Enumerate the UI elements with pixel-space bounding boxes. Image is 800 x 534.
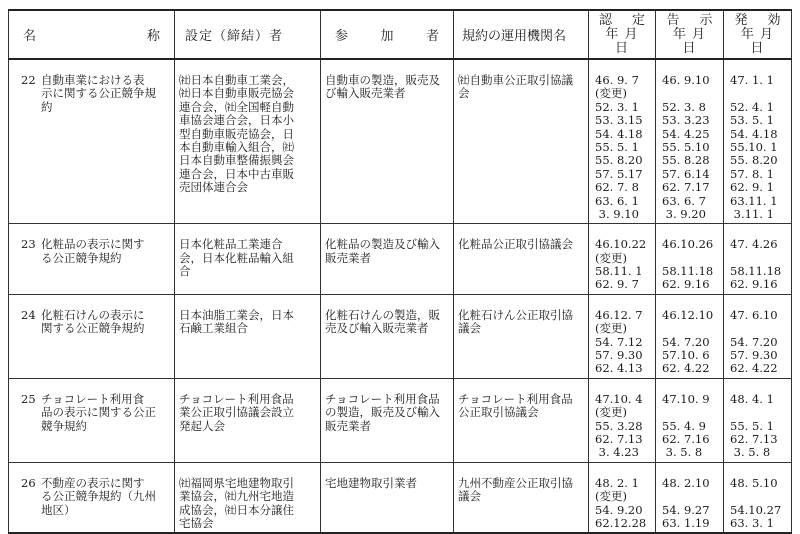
participants-text: 化粧石けんの製造，販 売及び輸入販売業者 — [325, 307, 440, 336]
effective-date-cell — [724, 59, 792, 224]
date-value: 48. 2.10 — [662, 475, 710, 490]
date-value: 53. 5. 1 — [730, 113, 774, 128]
date-value: 3. 9.20 — [662, 206, 706, 221]
date-value: 3. 5. 8 — [662, 445, 703, 460]
date-value: (変更) — [595, 321, 627, 336]
date-value: 57. 9.30 — [730, 348, 778, 363]
setter-text: ㈳福岡県宅地建物取引 業協会，㈳九州宅地造 成協会，㈳日本分譲住 宅協会 — [179, 475, 294, 531]
participants-cell — [321, 59, 454, 224]
date-value: 47.10. 9 — [662, 391, 710, 406]
date-value: 3.11. 1 — [730, 206, 774, 221]
row-number: 24 — [21, 307, 36, 322]
participants-text: 宅地建物取引業者 — [325, 475, 417, 490]
date-value: 62. 7.13 — [595, 431, 643, 446]
date-value: 52. 3. 1 — [595, 99, 639, 114]
date-value: (変更) — [595, 86, 627, 101]
date-value: 63. 6. 1 — [595, 193, 639, 208]
notified-date-cell — [656, 378, 724, 462]
table-row — [9, 462, 792, 533]
setter-text: ㈳日本自動車工業会， ㈳日本自動車販売協会 連合会，㈳全国軽自動 車協会連合会，日本小 型自動車販売協会，日 本自動車輸入組合，㈳ 日本自動車整備振興会 連合会，日本中古車販 売団体連合会 — [179, 73, 294, 195]
date-value: 55. 3.28 — [595, 418, 643, 433]
table-row — [9, 294, 792, 378]
operator-text: 化粧石けん公正取引協 議会 — [458, 307, 573, 336]
date-value: 62. 7. 8 — [595, 180, 639, 195]
row-number: 26 — [21, 475, 36, 490]
date-value: 58.11.18 — [730, 264, 782, 279]
date-value: 57.10. 6 — [662, 348, 710, 363]
effective-date-cell — [724, 378, 792, 462]
date-value: (変更) — [595, 489, 627, 504]
header-approved-date: 認 定 年 月 日 — [589, 10, 656, 59]
date-value: 55. 8.20 — [730, 153, 778, 168]
date-value: 63.11. 1 — [730, 193, 778, 208]
date-value — [662, 322, 720, 335]
date-value: 46. 9. 7 — [595, 73, 639, 87]
regulations-table — [8, 9, 792, 534]
effective-date-cell — [724, 224, 792, 295]
header-participants: 参 加 者 — [321, 10, 454, 59]
approved-date-cell — [589, 378, 656, 462]
date-value — [730, 87, 788, 100]
date-value — [730, 406, 788, 419]
approved-date-cell — [589, 224, 656, 295]
date-value: 47. 4.26 — [730, 237, 778, 252]
participants-text: チョコレート利用食品 の製造，販売及び輸入 販売業者 — [325, 391, 440, 433]
regulation-name-cell — [9, 462, 175, 533]
date-value: 58.11.18 — [662, 264, 714, 279]
participants-cell — [321, 294, 454, 378]
date-value: 47. 1. 1 — [730, 73, 774, 87]
table-row — [9, 378, 792, 462]
date-value: 57. 8. 1 — [730, 166, 774, 181]
date-value: 52. 3. 8 — [662, 99, 706, 114]
operator-cell — [454, 59, 589, 224]
date-value: 54. 9.20 — [595, 502, 643, 517]
date-value: 63. 6. 7 — [662, 193, 706, 208]
approved-date-cell — [589, 59, 656, 224]
regulation-name-cell — [9, 59, 175, 224]
date-value: 54.10.27 — [730, 502, 782, 517]
date-value: 62. 7.17 — [662, 180, 710, 195]
regulation-name: チョコレート利用食 品の表示に関する公正 競争規約 — [41, 391, 156, 433]
participants-text: 化粧品の製造及び輸入 販売業者 — [325, 237, 440, 265]
approved-date-cell — [589, 294, 656, 378]
operator-cell — [454, 294, 589, 378]
setter-text: 日本油脂工業会，日本 石鹸工業組合 — [179, 307, 294, 336]
date-value — [662, 87, 720, 100]
date-value: 47. 6.10 — [730, 307, 778, 322]
date-value: 48. 5.10 — [730, 475, 778, 490]
date-value: 54. 7.12 — [595, 334, 643, 349]
participants-cell — [321, 378, 454, 462]
header-setter: 設定（締結）者 — [175, 10, 321, 59]
notified-date-cell — [656, 59, 724, 224]
date-value — [730, 252, 788, 265]
approved-date-cell — [589, 462, 656, 533]
date-value: 3. 9.10 — [595, 206, 639, 221]
date-value: 57. 6.14 — [662, 166, 710, 181]
setter-cell — [175, 59, 321, 224]
date-value: 62. 4.22 — [730, 361, 778, 376]
date-value: 52. 4. 1 — [730, 99, 774, 114]
date-value: 55. 5. 1 — [595, 139, 639, 154]
date-value: 63. 3. 1 — [730, 515, 774, 530]
regulation-name-cell — [9, 378, 175, 462]
date-value: 58.11. 1 — [595, 264, 643, 279]
date-value: 62.12.28 — [595, 515, 647, 530]
date-value: 46. 9.10 — [662, 73, 710, 87]
date-value — [662, 490, 720, 503]
regulation-name: 自動車業における表 示に関する公正競争規 約 — [41, 73, 156, 114]
setter-text: 日本化粧品工業連合 会，日本化粧品輸入組 合 — [179, 237, 294, 279]
date-value: 55. 5.10 — [662, 139, 710, 154]
row-number: 23 — [21, 237, 36, 252]
effective-date-cell — [724, 294, 792, 378]
date-value: 46.10.26 — [662, 237, 714, 252]
regulation-name: 化粧石けんの表示に 関する公正競争規約 — [41, 307, 145, 336]
date-value: 54. 4.25 — [662, 126, 710, 141]
date-value: 63. 1.19 — [662, 515, 710, 530]
table-row — [9, 224, 792, 295]
date-value: 62. 9. 1 — [730, 180, 774, 195]
date-value: 46.12.10 — [662, 307, 714, 322]
date-value — [662, 406, 720, 419]
date-value: 55. 5. 1 — [730, 418, 774, 433]
date-value: 55. 4. 9 — [662, 418, 706, 433]
regulation-name-cell — [9, 294, 175, 378]
setter-cell — [175, 294, 321, 378]
date-value: 53. 3.15 — [595, 113, 643, 128]
table-row — [9, 59, 792, 224]
date-value: 54. 4.18 — [730, 126, 778, 141]
row-number: 25 — [21, 391, 36, 406]
date-value: 54. 9.27 — [662, 502, 710, 517]
notified-date-cell — [656, 294, 724, 378]
regulation-name: 化粧品の表示に関す る公正競争規約 — [41, 237, 145, 265]
date-value: 47.10. 4 — [595, 391, 643, 406]
notified-date-cell — [656, 224, 724, 295]
effective-date-cell — [724, 462, 792, 533]
operator-cell — [454, 378, 589, 462]
setter-cell — [175, 224, 321, 295]
date-value — [730, 322, 788, 335]
date-value: 57. 5.17 — [595, 166, 643, 181]
date-value: 48. 4. 1 — [730, 391, 774, 406]
notified-date-cell — [656, 462, 724, 533]
date-value: 55. 8.28 — [662, 153, 710, 168]
date-value: (変更) — [595, 250, 627, 265]
row-number: 22 — [21, 73, 36, 87]
date-value: 55. 8.20 — [595, 153, 643, 168]
date-value — [730, 490, 788, 503]
date-value — [662, 252, 720, 265]
operator-text: 化粧品公正取引協議会 — [458, 237, 573, 252]
date-value: 62. 4.13 — [595, 361, 643, 376]
date-value: 62. 7.16 — [662, 431, 710, 446]
regulation-name-cell — [9, 224, 175, 295]
date-value: 62. 9.16 — [662, 277, 710, 292]
date-value: 46.10.22 — [595, 237, 647, 252]
date-value: 53. 3.23 — [662, 113, 710, 128]
date-value: 57. 9.30 — [595, 348, 643, 363]
participants-cell — [321, 224, 454, 295]
date-value: 62. 9.16 — [730, 277, 778, 292]
operator-text: 九州不動産公正取引協 議会 — [458, 475, 573, 504]
date-value: 3. 5. 8 — [730, 445, 771, 460]
date-value: (変更) — [595, 405, 627, 420]
date-value: 48. 2. 1 — [595, 475, 639, 490]
header-effective-date: 発 効 年 月 日 — [724, 10, 792, 59]
setter-text: チョコレート利用食品 業公正取引協議会設立 発起人会 — [179, 391, 294, 433]
header-name: 名 称 — [9, 10, 175, 59]
participants-text: 自動車の製造，販売及 び輸入販売業者 — [325, 73, 440, 101]
participants-cell — [321, 462, 454, 533]
date-value: 62. 4.22 — [662, 361, 710, 376]
operator-cell — [454, 224, 589, 295]
header-operator: 規約の運用機関名 — [454, 10, 589, 59]
date-value: 3. 4.23 — [595, 445, 639, 460]
header-notified-date: 告 示 年 月 日 — [656, 10, 724, 59]
operator-cell — [454, 462, 589, 533]
date-value: 54. 7.20 — [730, 334, 778, 349]
regulation-name: 不動産の表示に関す る公正競争規約（九州 地区） — [41, 475, 156, 517]
operator-text: チョコレート利用食品 公正取引協議会 — [458, 391, 573, 420]
date-value: 62. 9. 7 — [595, 277, 639, 292]
setter-cell — [175, 462, 321, 533]
date-value: 62. 7.13 — [730, 431, 778, 446]
setter-cell — [175, 378, 321, 462]
date-value: 54. 7.20 — [662, 334, 710, 349]
table-header-row — [9, 10, 792, 59]
date-value: 54. 4.18 — [595, 126, 643, 141]
operator-text: ㈳自動車公正取引協議 会 — [458, 73, 573, 101]
date-value: 46.12. 7 — [595, 307, 643, 322]
date-value: 55.10. 1 — [730, 139, 778, 154]
